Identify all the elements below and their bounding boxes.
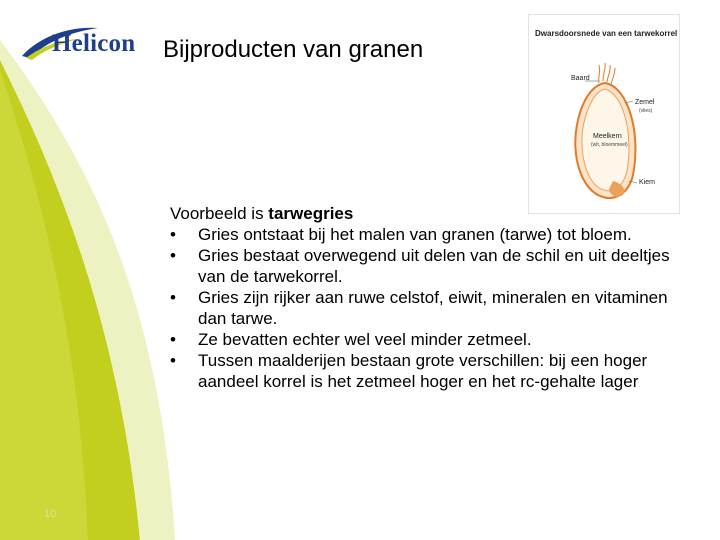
label-zemel-sub: (vlies) xyxy=(639,108,653,114)
bullet-item xyxy=(170,287,690,329)
wheat-grain-figure xyxy=(528,14,680,214)
wheat-grain-illustration xyxy=(529,15,679,213)
bullet-item xyxy=(170,245,690,287)
bullet-item xyxy=(170,350,690,392)
intro-bold: tarwegries xyxy=(268,204,354,223)
bullet-item xyxy=(170,224,690,245)
logo-text: Helicon xyxy=(52,30,136,57)
bullet-list xyxy=(170,224,690,392)
bullet-text: Gries zijn rijker aan ruwe celstof, eiwit, mineralen en vitaminen dan tarwe. xyxy=(198,288,668,328)
label-meelkern-sub: (wit, bloemmeel) xyxy=(591,142,628,148)
bullet-text: Gries bestaat overwegend uit delen van de schil en uit deeltjes van de tarwekorrel. xyxy=(198,246,670,286)
bullet-item xyxy=(170,329,690,350)
label-baard: Baard xyxy=(571,75,590,82)
bullet-dot: • xyxy=(170,288,176,307)
bullet-text: Tussen maalderijen bestaan grote verschillen: bij een hoger aandeel korrel is het zetmeel hoger en het rc-gehalte lager xyxy=(198,351,648,391)
bullet-dot: • xyxy=(170,351,176,370)
label-meelkern: Meelkern xyxy=(593,133,622,140)
figure-title: Dwarsdoorsnede van een tarwekorrel xyxy=(535,29,678,38)
bullet-dot: • xyxy=(170,225,176,244)
bullet-dot: • xyxy=(170,330,176,349)
intro-line xyxy=(170,203,690,224)
slide-body xyxy=(170,203,690,392)
slide-title: Bijproducten van granen xyxy=(163,36,424,63)
bullet-dot: • xyxy=(170,246,176,265)
page-number: 10 xyxy=(44,508,57,520)
label-zemel: Zemel xyxy=(635,99,655,106)
bullet-text: Ze bevatten echter wel veel minder zetmeel. xyxy=(198,330,532,349)
label-kiem: Kiem xyxy=(639,179,655,186)
intro-prefix: Voorbeeld is xyxy=(170,204,269,223)
bullet-text: Gries ontstaat bij het malen van granen (tarwe) tot bloem. xyxy=(198,225,632,244)
